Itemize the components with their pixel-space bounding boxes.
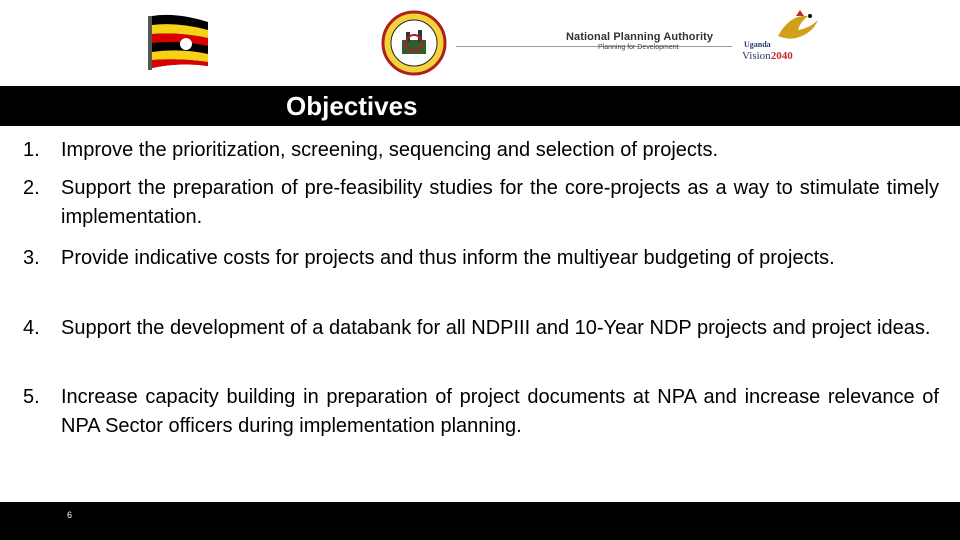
- header-divider: [456, 46, 732, 47]
- page-number: 6: [67, 510, 73, 520]
- list-item-text: Increase capacity building in preparation of project documents at NPA and increase relevance of NPA Sector officers during implementation planning.: [61, 386, 939, 437]
- vision-year: 2040: [770, 50, 793, 62]
- list-item-text: Provide indicative costs for projects and thus inform the multiyear budgeting of projects.: [61, 247, 835, 269]
- npa-name: National Planning Authority: [566, 31, 714, 43]
- list-item-number: 3.: [23, 247, 40, 269]
- vision-word: Vision: [742, 50, 771, 62]
- list-item-text: Support the development of a databank for all NDPIII and 10-Year NDP projects and project ideas.: [61, 317, 931, 339]
- footer-bar: [0, 502, 960, 540]
- title-bar: [0, 86, 960, 126]
- list-item-text: Improve the prioritization, screening, sequencing and selection of projects.: [61, 139, 719, 161]
- vision-2040-text: [742, 50, 793, 62]
- national-planning-authority-emblem: [375, 10, 453, 76]
- list-item-number: 2.: [23, 177, 40, 199]
- list-item-text: Support the preparation of pre-feasibility studies for the core-projects as a way to stimulate timely implementation.: [61, 177, 939, 228]
- list-item-number: 4.: [23, 317, 40, 339]
- uganda-flag-icon: [146, 12, 214, 72]
- slide-title: Objectives: [286, 91, 418, 121]
- list-item-number: 5.: [23, 386, 40, 408]
- vision-uganda-text: Uganda: [744, 40, 771, 49]
- slide-header: [0, 0, 960, 86]
- list-item-number: 1.: [23, 139, 40, 161]
- npa-tagline: Planning for Development: [598, 44, 679, 51]
